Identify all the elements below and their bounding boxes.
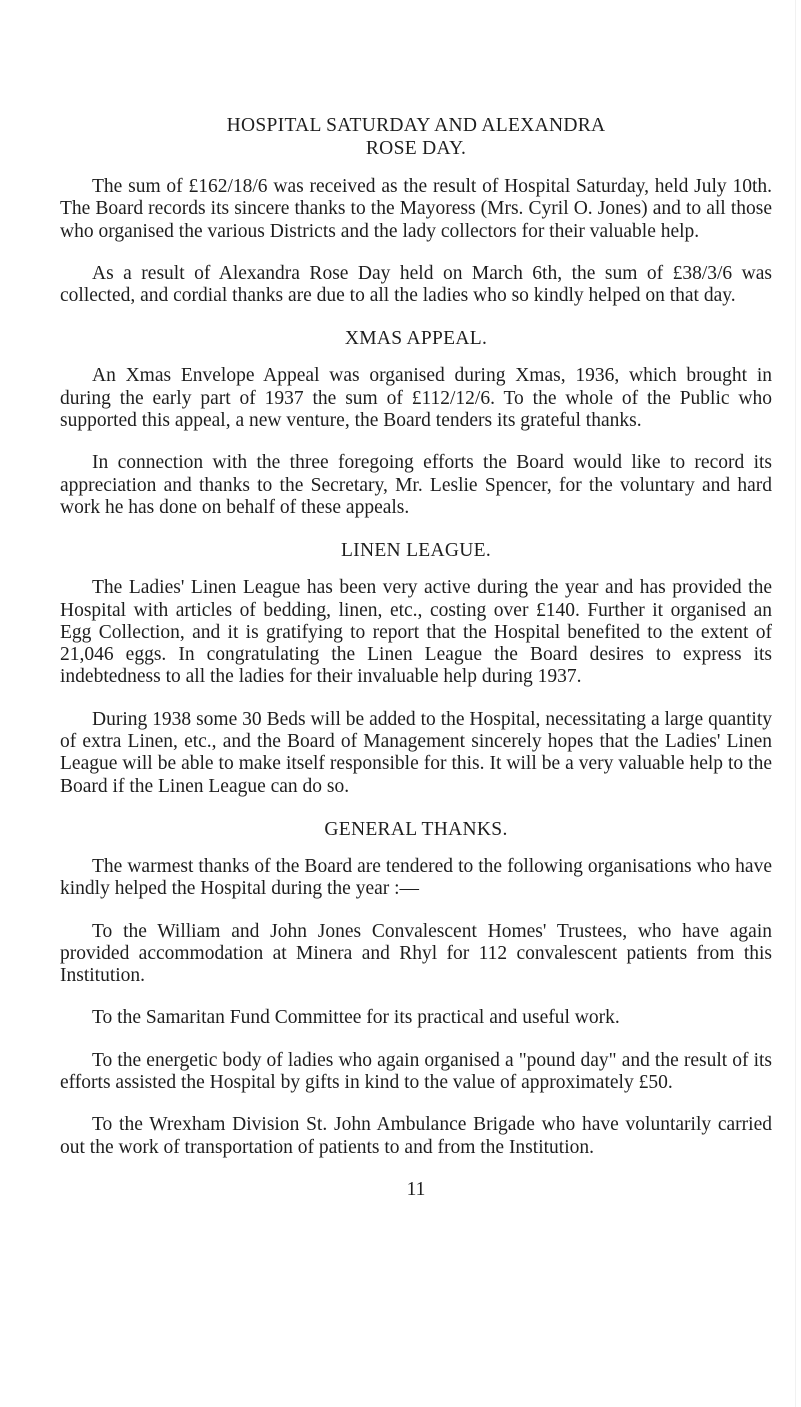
- paragraph-xmas-appeal: An Xmas Envelope Appeal was organised during Xmas, 1936, which brought in during the early part of 1937 the sum of £112/12/6. To the whole of the Public who supported this appeal, a new venture, the Board tenders its grateful thanks.: [60, 365, 772, 432]
- section-heading-xmas-appeal: XMAS APPEAL.: [344, 328, 488, 350]
- paragraph-convalescent-homes: To the William and John Jones Convalescent Homes' Trustees, who have again provided accommodation at Minera and Rhyl for 112 convalescent patients from this Institution.: [60, 920, 772, 987]
- section-heading-hospital-saturday: [60, 114, 772, 160]
- section-heading-linen-league: LINEN LEAGUE.: [340, 540, 492, 562]
- document-page: [60, 114, 772, 1201]
- paragraph-samaritan-fund: To the Samaritan Fund Committee for its practical and useful work.: [92, 1007, 620, 1029]
- paragraph-general-thanks-intro: The warmest thanks of the Board are tendered to the following organisations who have kindly helped the Hospital during the year :—: [60, 855, 772, 900]
- paragraph-rose-day: As a result of Alexandra Rose Day held on March 6th, the sum of £38/3/6 was collected, and cordial thanks are due to all the ladies who so kindly helped on that day.: [60, 262, 772, 307]
- page-edge-line: [795, 0, 796, 1407]
- paragraph-new-beds: During 1938 some 30 Beds will be added to the Hospital, necessitating a large quantity of extra Linen, etc., and the Board of Management sincerely hopes that the Ladies' Linen League will be able to make itself responsible for this. It will be a very valuable help to the Board if the Linen League can do so.: [60, 708, 772, 797]
- heading-line-2: ROSE DAY.: [365, 138, 467, 159]
- section-heading-general-thanks: GENERAL THANKS.: [324, 818, 508, 840]
- heading-line-1: HOSPITAL SATURDAY AND ALEXANDRA: [226, 115, 606, 136]
- paragraph-hospital-saturday: The sum of £162/18/6 was received as the result of Hospital Saturday, held July 10th. The Board records its sincere thanks to the Mayoress (Mrs. Cyril O. Jones) and to all those who organised the various Districts and the lady collectors for their valuable help.: [60, 176, 772, 242]
- paragraph-linen-league: The Ladies' Linen League has been very active during the year and has provided the Hospital with articles of bedding, linen, etc., costing over £140. Further it organised an Egg Collection, and it is gratifying to report that the Hospital benefited to the extent of 21,046 eggs. In congratulating the Linen League the Board desires to express its indebtedness to all the ladies for their invaluable help during 1937.: [60, 577, 772, 688]
- paragraph-pound-day: To the energetic body of ladies who again organised a "pound day" and the result of its efforts assisted the Hospital by gifts in kind to the value of approximately £50.: [60, 1049, 772, 1094]
- paragraph-secretary-thanks: In connection with the three foregoing efforts the Board would like to record its appreciation and thanks to the Secretary, Mr. Leslie Spencer, for the voluntary and hard work he has done on behalf of these appeals.: [60, 452, 772, 518]
- paragraph-st-john-ambulance: To the Wrexham Division St. John Ambulance Brigade who have voluntarily carried out the work of transportation of patients to and from the Institution.: [60, 1114, 772, 1158]
- page-number: 11: [406, 1178, 426, 1200]
